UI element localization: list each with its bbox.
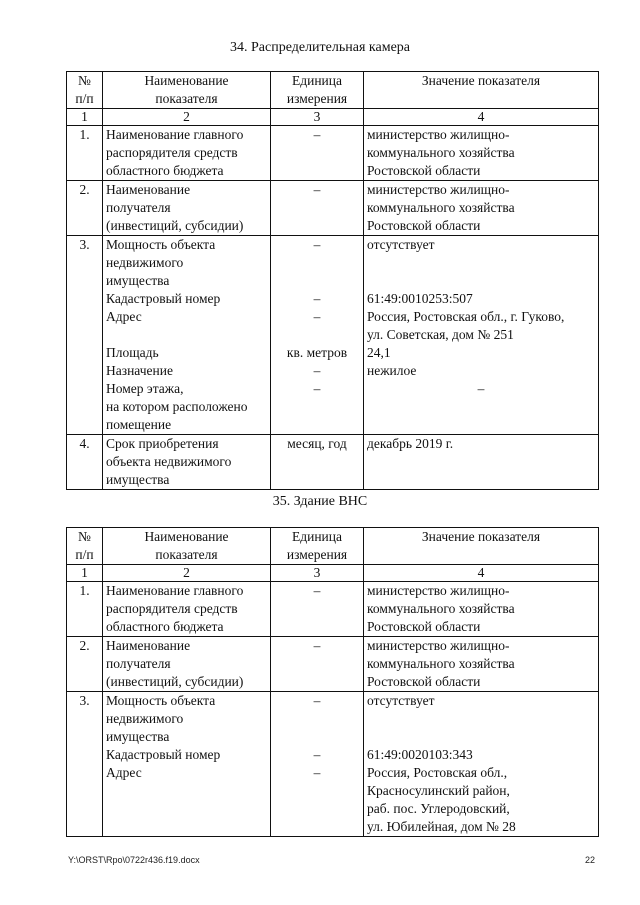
unit-line: – bbox=[313, 746, 321, 762]
section-35-cell-indicator-name bbox=[103, 636, 271, 691]
section-34-header-unit-text: измерения bbox=[286, 90, 348, 106]
indicator-name-line: Наименование bbox=[106, 181, 191, 197]
section-35-header-indicator-name-text: Наименование bbox=[144, 529, 229, 544]
indicator-value-line: коммунального хозяйства bbox=[367, 655, 515, 671]
section-35-cell-unit bbox=[271, 581, 364, 636]
section-35-cell-indicator-value bbox=[364, 581, 599, 636]
blank-line bbox=[367, 254, 595, 272]
section-34-table-row bbox=[67, 235, 599, 434]
indicator-value-line: ул. Советская, дом № 251 bbox=[367, 326, 514, 342]
section-35-table-row bbox=[67, 581, 599, 636]
section-35-column-number: 4 bbox=[364, 564, 599, 581]
indicator-name-line: распорядителя средств bbox=[106, 600, 238, 616]
indicator-name-line: Адрес bbox=[106, 308, 142, 324]
indicator-name-line: получателя bbox=[106, 199, 171, 215]
indicator-value-line: министерство жилищно- bbox=[367, 582, 510, 598]
indicator-name-line: Мощность объекта bbox=[106, 692, 216, 708]
indicator-value-line: министерство жилищно- bbox=[367, 126, 510, 142]
indicator-value-line: нежилое bbox=[367, 362, 417, 378]
row-number-text: 2. bbox=[79, 637, 90, 653]
unit-line: – bbox=[313, 380, 321, 396]
section-35-row-number bbox=[67, 636, 103, 691]
indicator-name-line: областного бюджета bbox=[106, 162, 224, 178]
section-35-table-row bbox=[67, 636, 599, 691]
section-34-column-number: 1 bbox=[67, 108, 103, 125]
unit-line: – bbox=[313, 290, 321, 306]
section-34-cell-indicator-value bbox=[364, 180, 599, 235]
unit-line: месяц, год bbox=[287, 435, 347, 451]
section-34-column-number: 3 bbox=[271, 108, 364, 125]
indicator-name-line: помещение bbox=[106, 416, 172, 432]
unit-line: – bbox=[313, 362, 321, 378]
section-34-cell-indicator-value bbox=[364, 125, 599, 180]
footer-file-path: Y:\ORST\Rpo\0722r436.f19.docx bbox=[68, 855, 200, 865]
section-35-row-number bbox=[67, 581, 103, 636]
blank-line bbox=[367, 398, 595, 416]
blank-line bbox=[106, 326, 267, 344]
blank-line bbox=[106, 782, 267, 800]
row-number-text: 3. bbox=[79, 236, 90, 252]
indicator-name-line: Кадастровый номер bbox=[106, 746, 221, 762]
blank-line bbox=[367, 272, 595, 290]
indicator-value-line: Ростовской области bbox=[367, 162, 481, 178]
blank-line bbox=[271, 398, 363, 416]
section-35-header-unit-text: Единица bbox=[291, 529, 342, 544]
section-34-cell-indicator-name bbox=[103, 235, 271, 434]
section-35-header-row bbox=[67, 528, 599, 565]
indicator-name-line: Адрес bbox=[106, 764, 142, 780]
section-35-table-row bbox=[67, 691, 599, 836]
blank-line bbox=[271, 710, 363, 728]
section-34-column-numbers-row bbox=[67, 108, 599, 125]
blank-line bbox=[271, 272, 363, 290]
unit-line: кв. метров bbox=[286, 344, 348, 360]
section-35-column-numbers-row bbox=[67, 564, 599, 581]
indicator-value-line: коммунального хозяйства bbox=[367, 144, 515, 160]
section-34-cell-indicator-name bbox=[103, 434, 271, 489]
section-35-header-indicator-name-text: показателя bbox=[155, 546, 218, 562]
indicator-value-line: министерство жилищно- bbox=[367, 637, 510, 653]
section-34-cell-indicator-name bbox=[103, 125, 271, 180]
blank-line bbox=[271, 800, 363, 818]
section-35-cell-unit bbox=[271, 636, 364, 691]
unit-line: – bbox=[313, 126, 321, 142]
indicator-value-line: коммунального хозяйства bbox=[367, 199, 515, 215]
section-35-cell-indicator-name bbox=[103, 691, 271, 836]
row-number-text: 3. bbox=[79, 692, 90, 708]
indicator-value-line: Ростовской области bbox=[367, 618, 481, 634]
blank-line bbox=[367, 728, 595, 746]
table-section-35 bbox=[66, 527, 599, 837]
section-34-header-row bbox=[67, 72, 599, 109]
unit-line: – bbox=[313, 308, 321, 324]
indicator-name-line: получателя bbox=[106, 655, 171, 671]
section-34-header-indicator-name bbox=[103, 72, 271, 109]
section-35-cell-unit bbox=[271, 691, 364, 836]
section-35-title: 35. Здание ВНС bbox=[272, 494, 368, 509]
section-34-title: 34. Распределительная камера bbox=[230, 40, 410, 55]
indicator-name-line: Назначение bbox=[106, 362, 173, 378]
section-34-header-indicator-name-text: показателя bbox=[155, 90, 218, 106]
indicator-value-line: коммунального хозяйства bbox=[367, 600, 515, 616]
indicator-value-line: Красносулинский район, bbox=[367, 782, 510, 798]
indicator-value-line: раб. пос. Углеродовский, bbox=[367, 800, 510, 816]
indicator-value-line: Россия, Ростовская обл., bbox=[367, 764, 508, 780]
section-34-row-number bbox=[67, 434, 103, 489]
unit-line: – bbox=[313, 692, 321, 708]
blank-line bbox=[106, 800, 267, 818]
section-34-row-number bbox=[67, 180, 103, 235]
section-34-cell-indicator-value bbox=[364, 434, 599, 489]
indicator-value-line: Ростовской области bbox=[367, 673, 481, 689]
blank-line bbox=[271, 254, 363, 272]
unit-line: – bbox=[313, 637, 321, 653]
indicator-value-line: ул. Юбилейная, дом № 28 bbox=[367, 818, 516, 834]
section-34-row-number bbox=[67, 235, 103, 434]
section-34-row-number bbox=[67, 125, 103, 180]
indicator-name-line: (инвестиций, субсидии) bbox=[106, 217, 244, 233]
section-34-column-number: 2 bbox=[103, 108, 271, 125]
section-34-table-row bbox=[67, 125, 599, 180]
section-34-header-indicator-name-text: Наименование bbox=[144, 73, 229, 88]
section-34-header-value bbox=[364, 72, 599, 109]
indicator-name-line: Мощность объекта bbox=[106, 236, 216, 252]
row-number-text: 2. bbox=[79, 181, 90, 197]
footer-page-number: 22 bbox=[585, 855, 596, 865]
indicator-name-line: недвижимого bbox=[106, 254, 184, 270]
section-35-header-number-text: № bbox=[78, 529, 91, 544]
indicator-name-line: недвижимого bbox=[106, 710, 184, 726]
section-35-column-number: 3 bbox=[271, 564, 364, 581]
indicator-name-line: имущества bbox=[106, 728, 170, 744]
section-35-cell-indicator-value bbox=[364, 691, 599, 836]
blank-line bbox=[106, 818, 267, 836]
unit-line: – bbox=[313, 764, 321, 780]
indicator-value-line: 24,1 bbox=[367, 344, 391, 360]
indicator-name-line: Площадь bbox=[106, 344, 159, 360]
blank-line bbox=[271, 416, 363, 434]
section-35-column-number: 2 bbox=[103, 564, 271, 581]
unit-line: – bbox=[313, 236, 321, 252]
indicator-name-line: объекта недвижимого bbox=[106, 453, 232, 469]
section-34-header-number-text: п/п bbox=[75, 90, 94, 106]
unit-line: – bbox=[313, 582, 321, 598]
section-35-header-value-text: Значение показателя bbox=[421, 529, 541, 544]
section-34-header-number bbox=[67, 72, 103, 109]
section-34-cell-indicator-name bbox=[103, 180, 271, 235]
indicator-name-line: на котором расположено bbox=[106, 398, 248, 414]
indicator-name-line: Кадастровый номер bbox=[106, 290, 221, 306]
section-34-header-number-text: № bbox=[78, 73, 91, 88]
indicator-value-line: отсутствует bbox=[367, 236, 435, 252]
indicator-name-line: Наименование главного bbox=[106, 582, 244, 598]
indicator-value-line: отсутствует bbox=[367, 692, 435, 708]
section-35-cell-indicator-value bbox=[364, 636, 599, 691]
section-34-table-row bbox=[67, 434, 599, 489]
blank-line bbox=[367, 710, 595, 728]
section-34-cell-unit bbox=[271, 235, 364, 434]
indicator-name-line: Номер этажа, bbox=[106, 380, 184, 396]
section-34-header-unit bbox=[271, 72, 364, 109]
indicator-name-line: распорядителя средств bbox=[106, 144, 238, 160]
blank-line bbox=[271, 326, 363, 344]
indicator-name-line: (инвестиций, субсидии) bbox=[106, 673, 244, 689]
section-35-header-value bbox=[364, 528, 599, 565]
blank-line bbox=[367, 416, 595, 434]
section-34-cell-unit bbox=[271, 125, 364, 180]
unit-line: – bbox=[313, 181, 321, 197]
indicator-name-line: имущества bbox=[106, 471, 170, 487]
section-35-header-number-text: п/п bbox=[75, 546, 94, 562]
row-number-text: 4. bbox=[79, 435, 90, 451]
indicator-name-line: Срок приобретения bbox=[106, 435, 219, 451]
row-number-text: 1. bbox=[79, 582, 90, 598]
indicator-value-line: Ростовской области bbox=[367, 217, 481, 233]
section-35-header-indicator-name bbox=[103, 528, 271, 565]
section-34-cell-indicator-value bbox=[364, 235, 599, 434]
indicator-value-line: 61:49:0020103:343 bbox=[367, 746, 473, 762]
indicator-value-line: министерство жилищно- bbox=[367, 181, 510, 197]
indicator-name-line: имущества bbox=[106, 272, 170, 288]
blank-line bbox=[271, 818, 363, 836]
indicator-value-line: – bbox=[477, 380, 485, 396]
indicator-value-line: декабрь 2019 г. bbox=[367, 435, 454, 451]
row-number-text: 1. bbox=[79, 126, 90, 142]
section-34-cell-unit bbox=[271, 434, 364, 489]
section-35-header-unit bbox=[271, 528, 364, 565]
section-35-row-number bbox=[67, 691, 103, 836]
indicator-name-line: Наименование bbox=[106, 637, 191, 653]
section-34-header-value-text: Значение показателя bbox=[421, 73, 541, 88]
section-34-header-unit-text: Единица bbox=[291, 73, 342, 88]
section-34-column-number: 4 bbox=[364, 108, 599, 125]
indicator-value-line: 61:49:0010253:507 bbox=[367, 290, 473, 306]
indicator-value-line: Россия, Ростовская обл., г. Гуково, bbox=[367, 308, 565, 324]
blank-line bbox=[271, 728, 363, 746]
section-35-cell-indicator-name bbox=[103, 581, 271, 636]
section-35-header-number bbox=[67, 528, 103, 565]
indicator-name-line: Наименование главного bbox=[106, 126, 244, 142]
indicator-name-line: областного бюджета bbox=[106, 618, 224, 634]
section-34-table-row bbox=[67, 180, 599, 235]
table-section-34 bbox=[66, 71, 599, 490]
section-35-header-unit-text: измерения bbox=[286, 546, 348, 562]
section-35-column-number: 1 bbox=[67, 564, 103, 581]
section-34-cell-unit bbox=[271, 180, 364, 235]
blank-line bbox=[271, 782, 363, 800]
